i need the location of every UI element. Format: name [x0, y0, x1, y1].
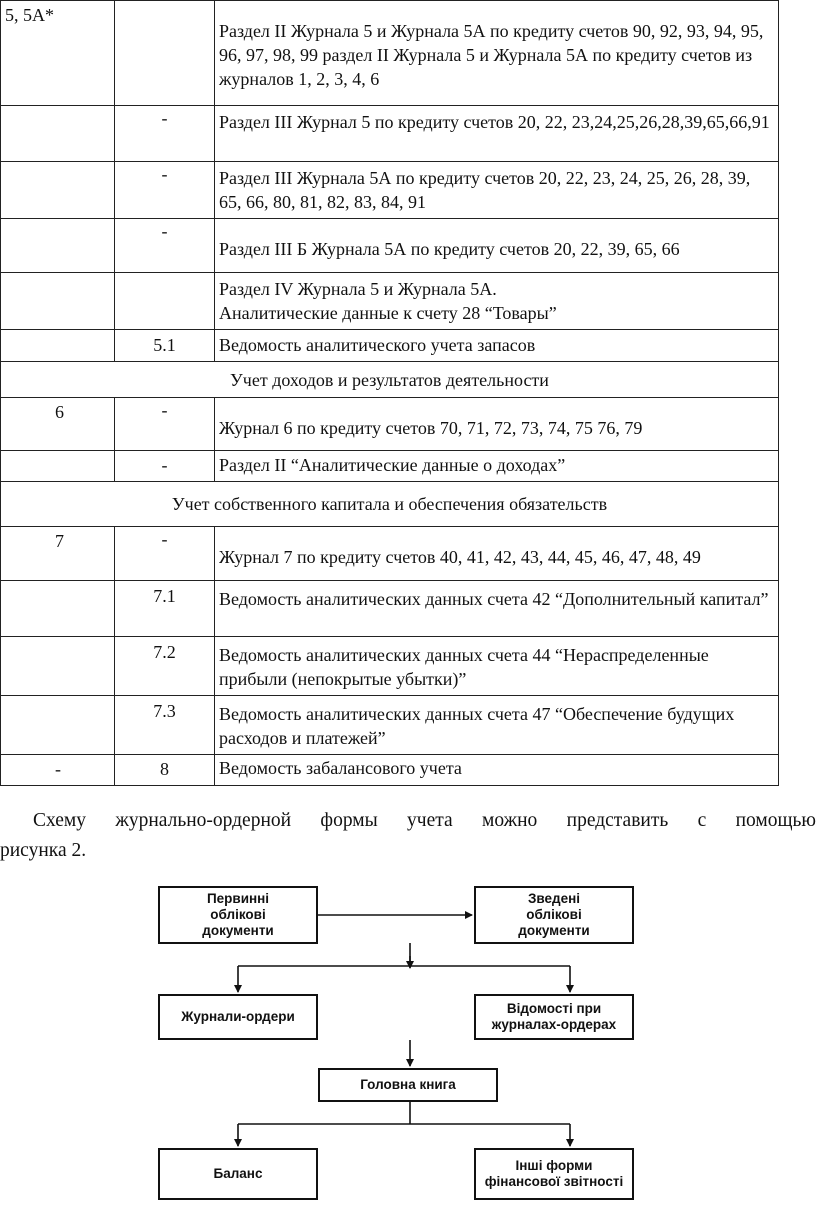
box-label: Первинні облікові документи	[202, 891, 274, 938]
register-number-cell: 7.1	[115, 581, 215, 637]
register-number-cell: -	[161, 221, 168, 241]
register-number-cell: 7.2	[115, 637, 215, 696]
journal-number-cell	[1, 219, 115, 273]
statements-box	[474, 994, 634, 1040]
journal-number-cell	[1, 637, 115, 696]
table-row	[1, 637, 779, 696]
paragraph-line: рисунка 2.	[0, 840, 87, 861]
journal-number-cell	[1, 581, 115, 637]
register-number-cell: -	[161, 164, 168, 184]
register-number-cell	[115, 1, 215, 106]
journal-order-scheme-diagram	[0, 870, 816, 1229]
section-heading: Учет доходов и результатов деятельности	[1, 362, 779, 398]
table-row	[1, 755, 779, 786]
section-row	[1, 482, 779, 527]
register-description-cell: Ведомость аналитических данных счета 47 “Обеспечение будущих расходов и платежей”	[215, 696, 779, 755]
box-label: Інші форми фінансової звітності	[484, 1158, 624, 1189]
journal-number-cell: 5, 5А*	[1, 1, 115, 106]
journal-number-cell: 7	[1, 527, 115, 581]
register-description-cell: Раздел III Б Журнала 5А по кредиту счетов 20, 22, 39, 65, 66	[215, 219, 779, 273]
journal-number-cell	[1, 696, 115, 755]
section-heading: Учет собственного капитала и обеспечения обязательств	[1, 482, 779, 527]
journal-number-cell	[1, 273, 115, 330]
section-row	[1, 362, 779, 398]
table-row	[1, 330, 779, 362]
register-description-cell: Ведомость аналитических данных счета 44 “Нераспределенные прибыли (непокрытые убытки)”	[215, 637, 779, 696]
register-description-cell: Ведомость аналитических данных счета 42 “Дополнительный капитал”	[215, 581, 779, 637]
register-description-cell: Раздел III Журнал 5 по кредиту счетов 20, 22, 23,24,25,26,28,39,65,66,91	[215, 106, 779, 162]
journal-number-cell	[1, 106, 115, 162]
box-label: Зведені облікові документи	[518, 891, 590, 938]
register-description-cell: Журнал 6 по кредиту счетов 70, 71, 72, 73, 74, 75 76, 79	[215, 398, 779, 451]
general-ledger-box	[318, 1068, 498, 1102]
register-number-cell: -	[161, 529, 168, 549]
table-row	[1, 1, 779, 106]
paragraph-line: Схему журнально-ордерной формы учета можно представить с помощью	[33, 810, 816, 831]
journal-number-cell	[1, 162, 115, 219]
box-label: Журнали-ордери	[181, 1009, 295, 1024]
table-row	[1, 696, 779, 755]
register-description-cell: Раздел III Журнала 5А по кредиту счетов 20, 22, 23, 24, 25, 26, 28, 39, 65, 66, 80, 81, 82, 83, 84, 91	[215, 162, 779, 219]
primary-documents-box	[158, 886, 318, 944]
table-row	[1, 581, 779, 637]
register-number-cell: 7.3	[115, 696, 215, 755]
register-description-line: Раздел IV Журнала 5 и Журнала 5А.	[219, 279, 497, 299]
register-number-cell: 5.1	[115, 330, 215, 362]
register-number-cell: -	[115, 451, 215, 482]
register-description-cell: Раздел II “Аналитические данные о доходах”	[215, 451, 779, 482]
register-description-line: Аналитические данные к счету 28 “Товары”	[219, 303, 557, 323]
table-row	[1, 451, 779, 482]
register-description-cell: Ведомость забалансового учета	[215, 755, 779, 786]
journal-number-cell	[1, 330, 115, 362]
register-number-cell	[115, 273, 215, 330]
box-label: Головна книга	[360, 1077, 456, 1092]
diagram-connectors	[0, 870, 816, 1229]
register-description-cell	[215, 273, 779, 330]
register-description-cell: Раздел II Журнала 5 и Журнала 5А по кредиту счетов 90, 92, 93, 94, 95, 96, 97, 98, 99 раздел II Журнала 5 и Журнала 5А по кредиту счетов из журналов 1, 2, 3, 4, 6	[215, 1, 779, 106]
register-number-cell: 8	[115, 755, 215, 786]
other-reports-box	[474, 1148, 634, 1200]
table-row	[1, 106, 779, 162]
journal-number-cell: -	[1, 755, 115, 786]
register-description-cell: Ведомость аналитического учета запасов	[215, 330, 779, 362]
register-number-cell: -	[161, 108, 168, 128]
journal-number-cell: 6	[1, 398, 115, 451]
table-row	[1, 219, 779, 273]
table-row	[1, 273, 779, 330]
table-row	[1, 398, 779, 451]
box-label: Відомості при журналах-ордерах	[491, 1001, 617, 1032]
box-label: Баланс	[213, 1166, 263, 1181]
balance-box	[158, 1148, 318, 1200]
table-row	[1, 162, 779, 219]
journal-number-cell	[1, 451, 115, 482]
body-paragraph	[0, 806, 816, 866]
journal-orders-box	[158, 994, 318, 1040]
summary-documents-box	[474, 886, 634, 944]
register-number-cell: -	[161, 400, 168, 420]
table-row	[1, 527, 779, 581]
register-description-cell: Журнал 7 по кредиту счетов 40, 41, 42, 43, 44, 45, 46, 47, 48, 49	[215, 527, 779, 581]
